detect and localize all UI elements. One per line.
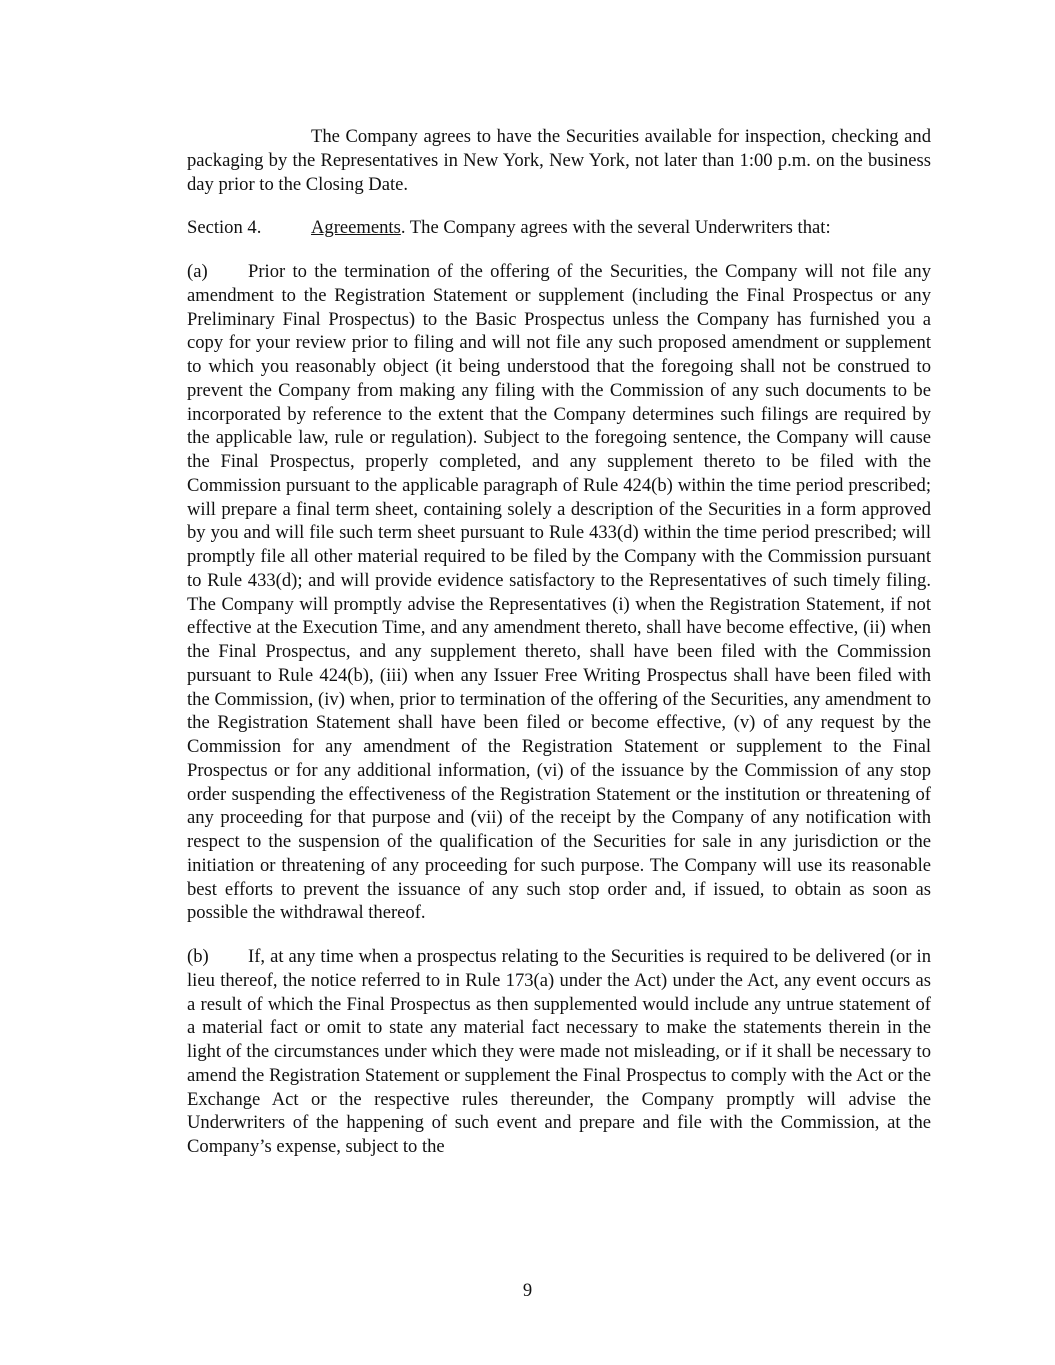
paragraph-b: [187, 945, 931, 1159]
item-text-a: Prior to the termination of the offering of the Securities, the Company will not file any amendment to the Registration Statement or supplement (including the Final Prospectus or any Preliminary Final Prospectus) to the Basic Prospectus unless the Company has furnished you a copy for your review prior to filing and will not file any such proposed amendment or supplement to which you reasonably object (it being understood that the foregoing shall not be construed to prevent the Company from making any filing with the Commission of any such documents to be incorporated by reference to the extent that the Company determines such filings are required by the applicable law, rule or regulation). Subject to the foregoing sentence, the Company will cause the Final Prospectus, properly completed, and any supplement thereto to be filed with the Commission pursuant to the applicable paragraph of Rule 424(b) within the time period prescribed; will prepare a final term sheet, containing solely a description of the Securities in a form approved by you and will file such term sheet pursuant to Rule 433(d) within the time period prescribed; will promptly file all other material required to be filed by the Company with the Commission pursuant to Rule 433(d); and will provide evidence satisfactory to the Representatives of such timely filing. The Company will promptly advise the Representatives (i) when the Registration Statement, if not effective at the Execution Time, and any amendment thereto, shall have become effective, (ii) when the Final Prospectus, and any supplement thereto, shall have been filed with the Commission pursuant to Rule 424(b), (iii) when any Issuer Free Writing Prospectus shall have been filed with the Commission, (iv) when, prior to termination of the offering of the Securities, any amendment to the Registration Statement shall have been filed or become effective, (v) of any request by the Commission for any amendment of the Registration Statement or supplement to the Final Prospectus or for any additional information, (vi) of the issuance by the Commission of any stop order suspending the effectiveness of the Registration Statement or the institution or threatening of any proceeding for that purpose and (vii) of the receipt by the Company of any notification with respect to the suspension of the qualification of the Securities for sale in any jurisdiction or the initiation or threatening of any proceeding for such purpose. The Company will use its reasonable best efforts to prevent the issuance of any such stop order and, if issued, to obtain as soon as possible the withdrawal thereof.: [187, 261, 931, 924]
item-label-b: (b): [187, 946, 209, 967]
intro-paragraph: The Company agrees to have the Securities available for inspection, checking and packaging by the Representatives in New York, New York, not later than 1:00 p.m. on the business day prior to the Closing Date.: [187, 126, 931, 195]
section-heading: [187, 216, 931, 240]
document-body: [187, 125, 931, 1179]
section-number: Section 4.: [187, 217, 262, 239]
paragraph-a: [187, 260, 931, 925]
section-title: Agreements: [311, 217, 401, 239]
page-number: 9: [522, 1280, 533, 1301]
item-text-b: If, at any time when a prospectus relating to the Securities is required to be delivered (or in lieu thereof, the notice referred to in Rule 173(a) under the Act) under the Act, any event occurs as a result of which the Final Prospectus as then supplemented would include any untrue statement of a material fact or omit to state any material fact necessary to make the statements therein in the light of the circumstances under which they were made not misleading, or if it shall be necessary to amend the Registration Statement or supplement the Final Prospectus to comply with the Act or the Exchange Act or the respective rules thereunder, the Company promptly will advise the Underwriters of the happening of such event and prepare and file with the Commission, at the Company’s expense, subject to the: [187, 946, 931, 1157]
item-label-a: (a): [187, 261, 208, 282]
section-lead-in: . The Company agrees with the several Underwriters that:: [400, 217, 831, 239]
